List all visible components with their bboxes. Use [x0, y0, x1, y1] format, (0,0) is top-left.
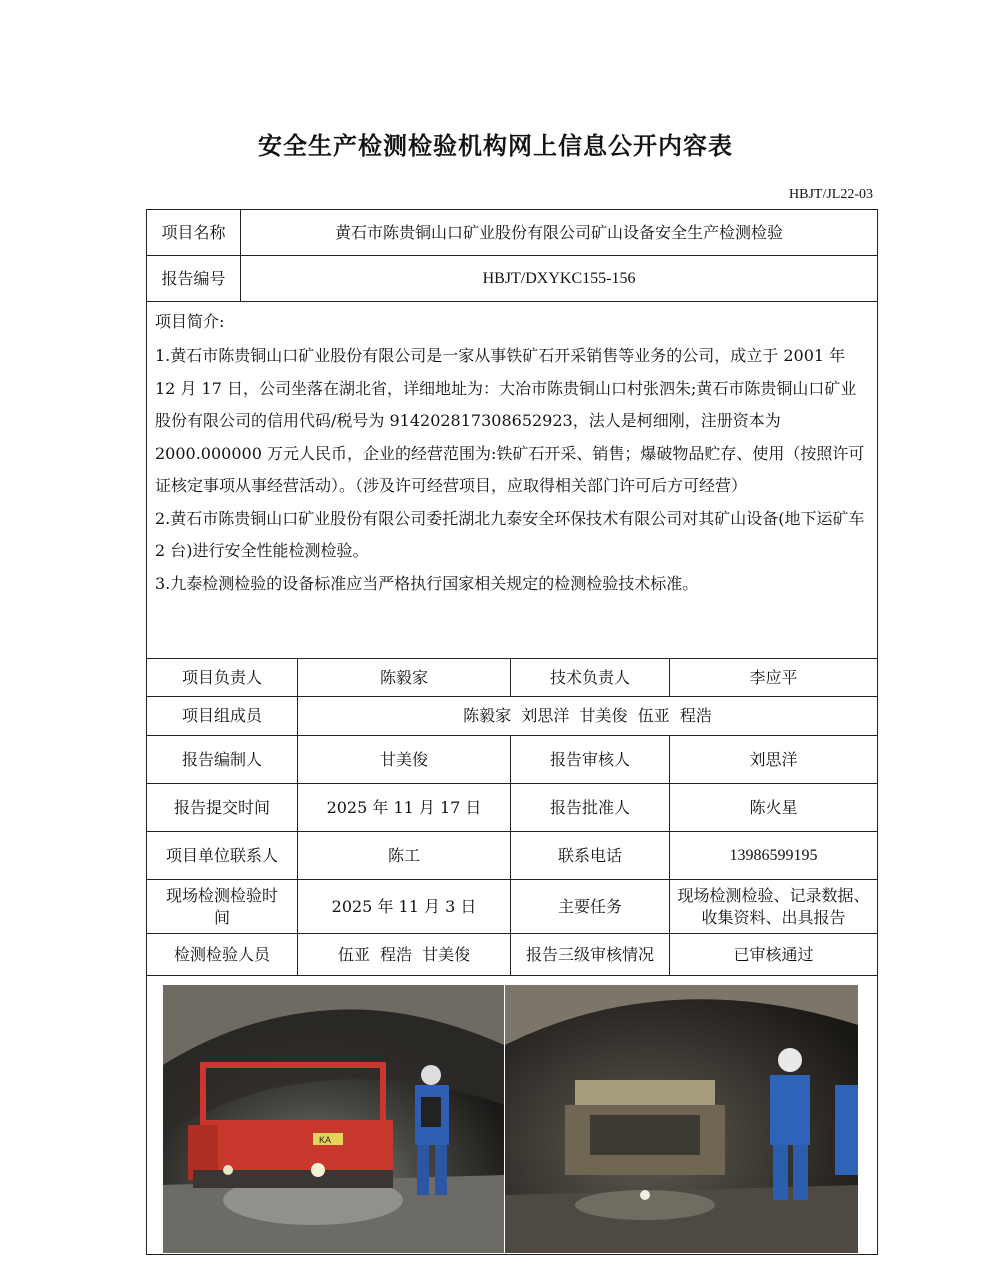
- intro-paragraph-1: 1.黄石市陈贵铜山口矿业股份有限公司是一家从事铁矿石开采销售等业务的公司，成立于 2001 年 12 月 17 日，公司坐落在湖北省，详细地址为：大冶市陈贵铜山口村张泗朱;黄石市陈贵铜山口矿业股份有限公司的信用代码/税号为 914202817308652923，法人是柯细刚，注册资本为 2000.000000 万元人民币，企业的经营范围为:铁矿石开采、销售；爆破物品贮存、使用（按照许可证核定事项从事经营活动）。（涉及许可经营项目，应取得相关部门许可后方可经营）: [155, 346, 865, 495]
- members-row: [147, 697, 878, 736]
- submit-time-value: 2025 年 11 月 17 日: [298, 784, 511, 832]
- review-status-value: 已审核通过: [670, 934, 878, 976]
- info-table: [146, 209, 878, 1255]
- project-leader-label: 项目负责人: [147, 659, 298, 697]
- inspectors-value: 伍亚 程浩 甘美俊: [298, 934, 511, 976]
- onsite-time-value: 2025 年 11 月 3 日: [298, 880, 511, 934]
- inspectors-row: [147, 934, 878, 976]
- photo-yellow-truck: [505, 985, 858, 1253]
- photos-row: [147, 976, 878, 1255]
- photos-cell: [147, 976, 878, 1255]
- intro-paragraph-2: 2.黄石市陈贵铜山口矿业股份有限公司委托湖北九泰安全环保技术有限公司对其矿山设备(地下运矿车 2 台)进行安全性能检测检验。: [155, 508, 865, 560]
- submit-row: [147, 784, 878, 832]
- members-label: 项目组成员: [147, 697, 298, 736]
- tech-leader-value: 李应平: [670, 659, 878, 697]
- submit-time-label: 报告提交时间: [147, 784, 298, 832]
- intro-heading: 项目简介:: [155, 312, 225, 331]
- project-intro: [147, 302, 878, 659]
- project-intro-row: [147, 302, 878, 659]
- compiler-label: 报告编制人: [147, 736, 298, 784]
- compiler-value: 甘美俊: [298, 736, 511, 784]
- reviewer-value: 刘思洋: [670, 736, 878, 784]
- document-code: HBJT/JL22-03: [789, 187, 873, 202]
- contact-value: 陈工: [298, 832, 511, 880]
- page-title: 安全生产检测检验机构网上信息公开内容表: [258, 131, 733, 160]
- contact-label: 项目单位联系人: [147, 832, 298, 880]
- inspectors-label: 检测检验人员: [147, 934, 298, 976]
- photo-red-truck: [163, 985, 504, 1253]
- phone-value: 13986599195: [670, 832, 878, 880]
- truck-plate-text: KA: [319, 1135, 332, 1145]
- intro-paragraph-3: 3.九泰检测检验的设备标准应当严格执行国家相关规定的检测检验技术标准。: [155, 573, 699, 593]
- tech-leader-label: 技术负责人: [511, 659, 670, 697]
- reviewer-label: 报告审核人: [511, 736, 670, 784]
- contact-row: [147, 832, 878, 880]
- phone-label: 联系电话: [511, 832, 670, 880]
- project-name-row: [147, 210, 878, 256]
- report-number-value: HBJT/DXYKC155-156: [241, 256, 878, 302]
- photo-red-truck-image: [163, 985, 504, 1253]
- main-task-label: 主要任务: [511, 880, 670, 934]
- leader-row: [147, 659, 878, 697]
- project-leader-value: 陈毅家: [298, 659, 511, 697]
- review-status-label: 报告三级审核情况: [511, 934, 670, 976]
- onsite-row: [147, 880, 878, 934]
- project-name-value: 黄石市陈贵铜山口矿业股份有限公司矿山设备安全生产检测检验: [241, 210, 878, 256]
- project-name-label: 项目名称: [147, 210, 241, 256]
- compiler-row: [147, 736, 878, 784]
- approver-value: 陈火星: [670, 784, 878, 832]
- photo-yellow-truck-image: [505, 985, 858, 1253]
- members-value: 陈毅家 刘思洋 甘美俊 伍亚 程浩: [298, 697, 878, 736]
- main-task-value: 现场检测检验、记录数据、收集资料、出具报告: [670, 880, 878, 934]
- report-number-label: 报告编号: [147, 256, 241, 302]
- approver-label: 报告批准人: [511, 784, 670, 832]
- onsite-time-label: 现场检测检验时间: [147, 880, 298, 934]
- report-number-row: [147, 256, 878, 302]
